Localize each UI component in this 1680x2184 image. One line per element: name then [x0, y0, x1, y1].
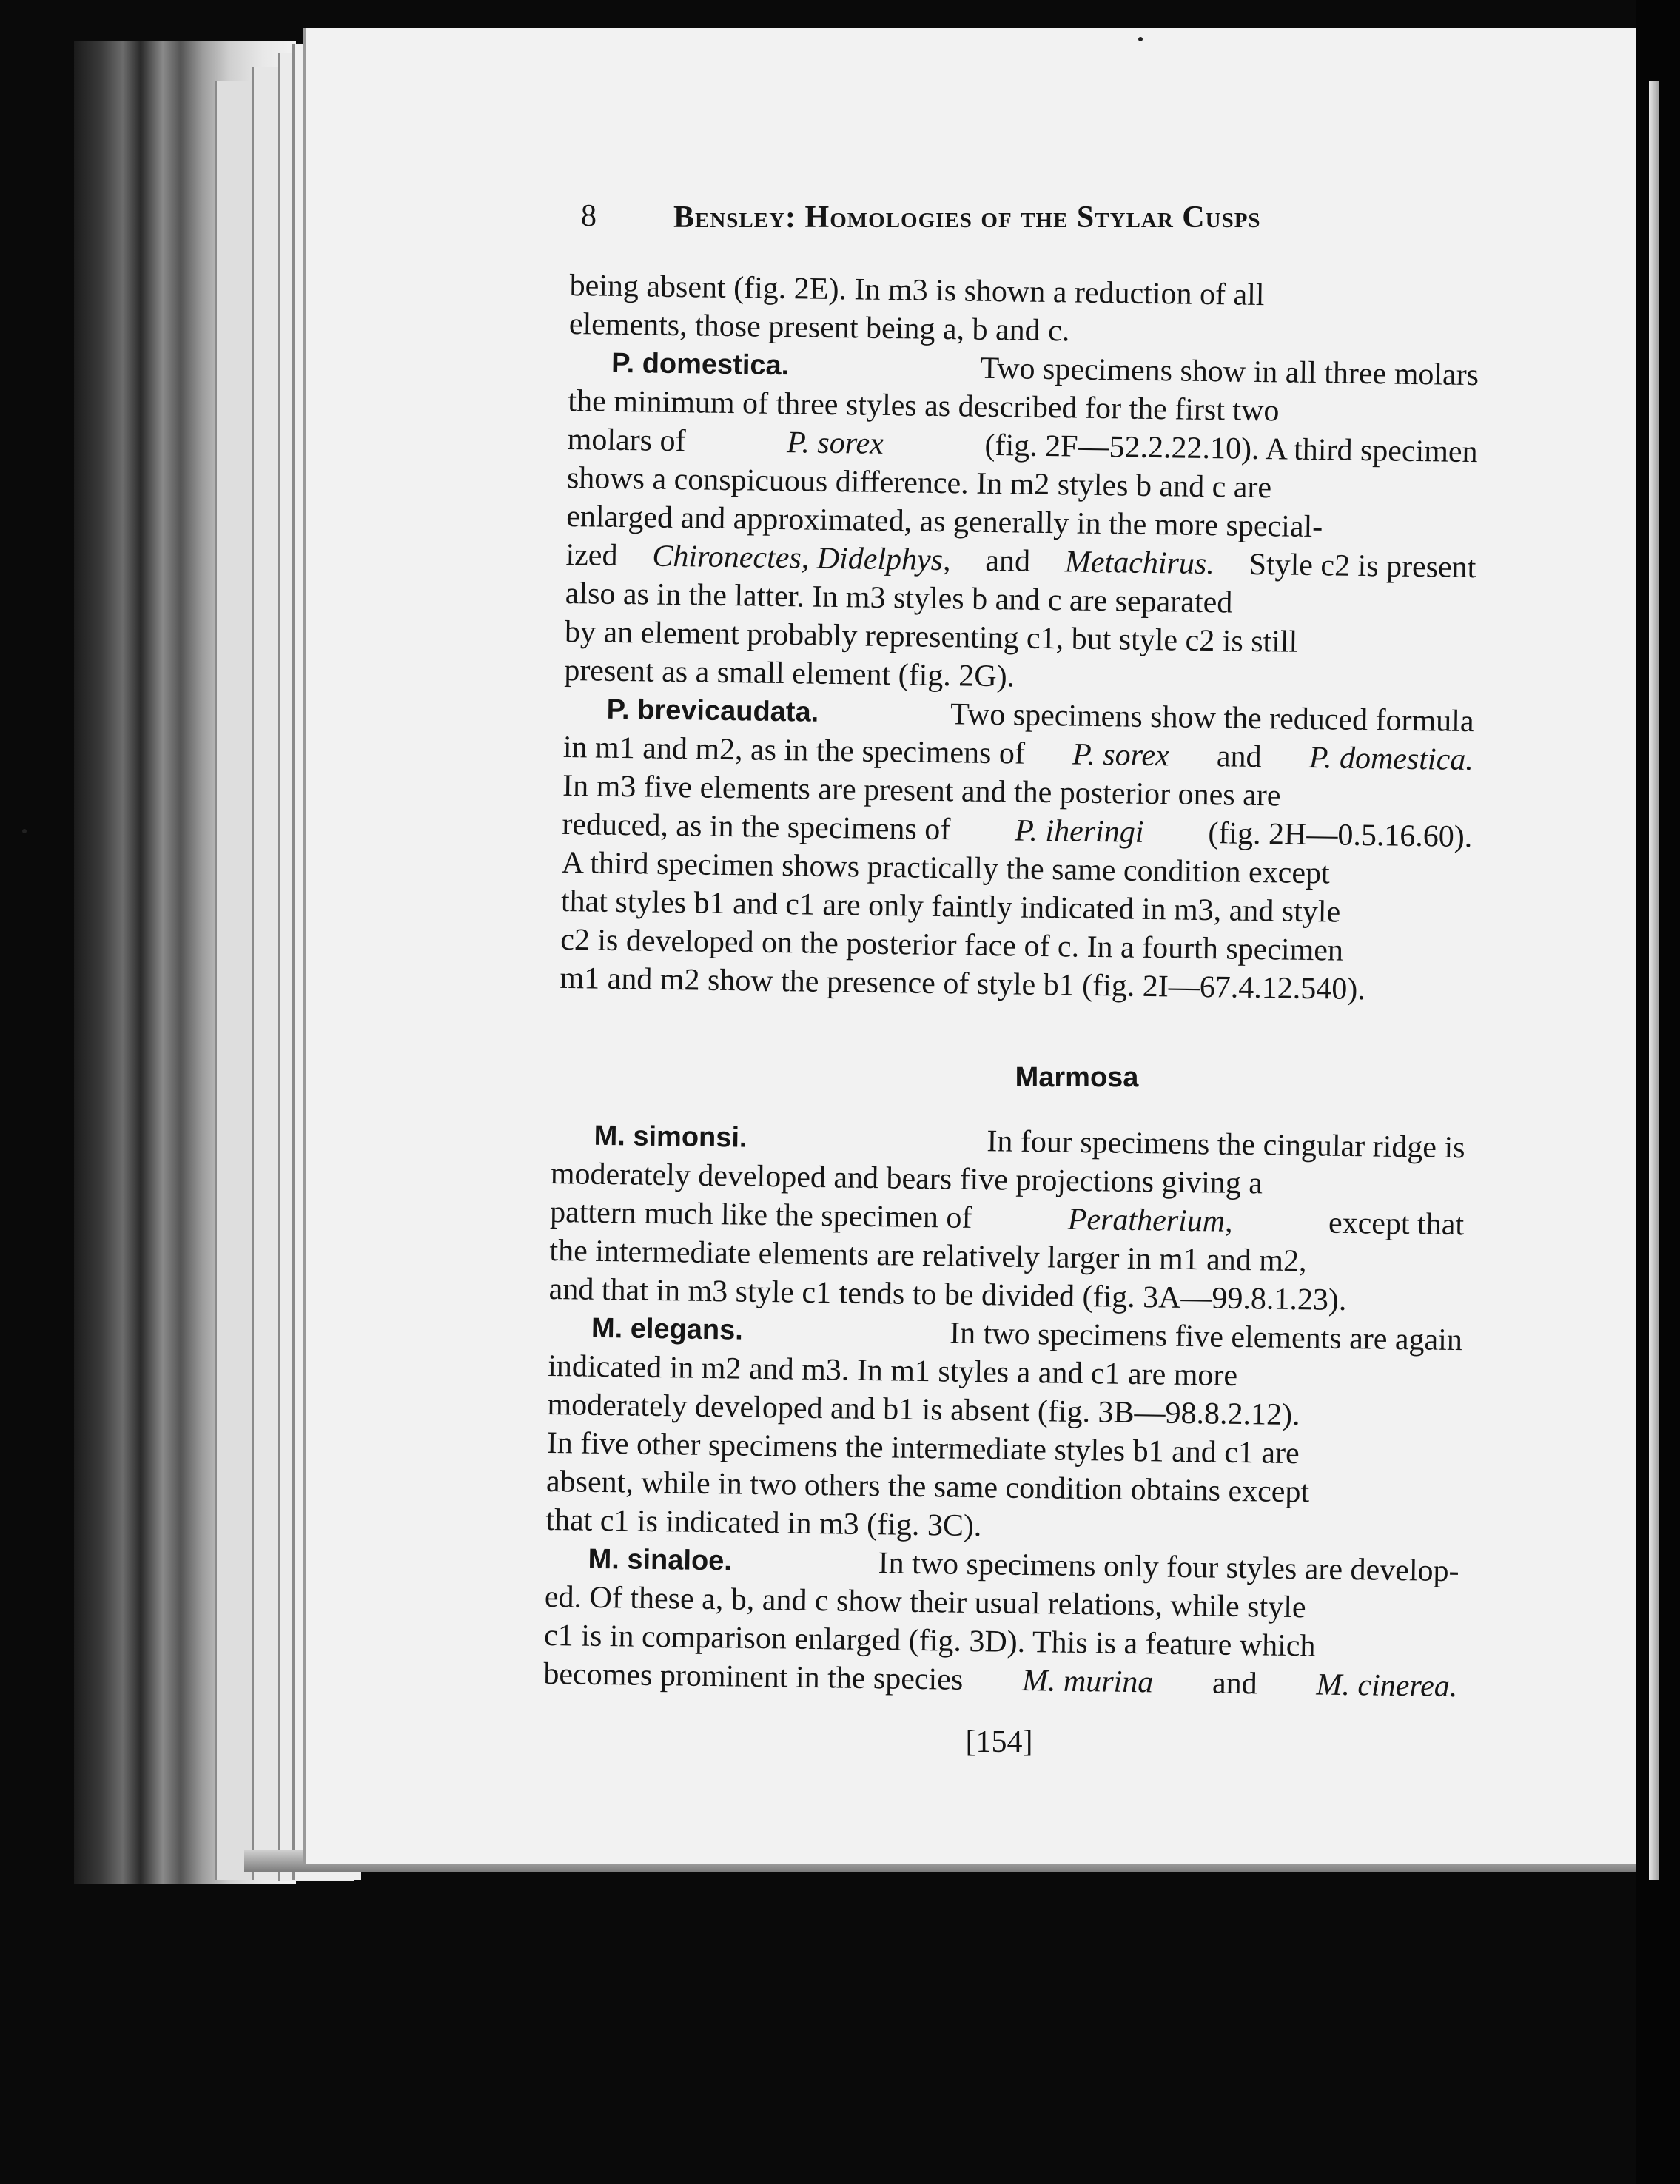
species-name: M. elegans. [591, 1312, 744, 1346]
species-italic: P. domestica. [1308, 741, 1474, 778]
page-edge-right [1649, 81, 1659, 1880]
folio-number: [154] [965, 1725, 1033, 1759]
line-text: by an element probably representing c1, but style c2 is still [564, 614, 1298, 659]
line-text: reduced, as in the specimens of [562, 807, 951, 847]
line-text: and [1212, 1666, 1258, 1701]
species-name: P. brevicaudata. [606, 693, 819, 728]
species-italic: P. sorex [786, 426, 884, 461]
line-text: the minimum of three styles as described for the first two [568, 383, 1280, 429]
species-italic: P. iheringi [1014, 813, 1144, 850]
line-text: In four specimens the cingular ridge is [987, 1124, 1465, 1166]
line-text: also as in the latter. In m3 styles b and c are separated [565, 576, 1233, 620]
scan-speck [22, 829, 27, 833]
line-text: except that [1328, 1206, 1465, 1243]
line-text: Style c2 is present [1249, 547, 1476, 585]
line-text: in m1 and m2, as in the specimens of [562, 730, 1026, 771]
line-text: Two specimens show in all three molars [980, 351, 1479, 393]
line-text: moderately developed and b1 is absent (fig. 3B—98.8.2.12). [547, 1387, 1300, 1433]
line-text: and that in m3 style c1 tends to be divided (fig. 3A—99.8.1.23). [548, 1271, 1347, 1318]
running-title: Bensley: Homologies of the Stylar Cusps [673, 201, 1261, 235]
text-block-upper [560, 266, 1480, 1010]
line-text: and [1216, 739, 1262, 775]
line-text: moderately developed and bears five projections giving a [550, 1156, 1263, 1201]
section-heading: Marmosa [1015, 1062, 1139, 1093]
line-text: c1 is in comparison enlarged (fig. 3D). This is a feature which [543, 1618, 1316, 1664]
text-block-lower [543, 1116, 1465, 1706]
species-name: P. domestica. [611, 347, 790, 382]
genus-italic: Chironectes, Didelphys, [652, 539, 951, 578]
genus-italic: Metachirus. [1064, 545, 1215, 582]
species-name: M. simonsi. [594, 1120, 747, 1154]
line-text: In m3 five elements are present and the posterior ones are [562, 768, 1281, 813]
line-text: ed. Of these a, b, and c show their usual relations, while style [544, 1579, 1306, 1625]
genus-italic: Peratherium, [1067, 1202, 1233, 1239]
line-text: A third specimen shows practically the same condition except [561, 845, 1331, 891]
line-text: becomes prominent in the species [543, 1656, 964, 1697]
line-text: that styles b1 and c1 are only faintly indicated in m3, and style [560, 884, 1341, 930]
line-text: absent, while in two others the same condition obtains except [545, 1464, 1310, 1510]
line-text: molars of [567, 422, 686, 459]
page-header [581, 198, 1380, 250]
species-italic: M. cinerea. [1316, 1667, 1458, 1704]
species-italic: M. murina [1021, 1663, 1154, 1700]
line-text: (fig. 2F—52.2.22.10). A third specimen [984, 428, 1478, 470]
line-text: indicated in m2 and m3. In m1 styles a and c1 are more [547, 1348, 1238, 1393]
line-text: being absent (fig. 2E). In m3 is shown a reduction of all [569, 268, 1265, 313]
species-name: M. sinaloe. [588, 1543, 733, 1577]
line-text: present as a small element (fig. 2G). [564, 653, 1015, 694]
scan-speck [1138, 37, 1143, 41]
line-text: In two specimens five elements are again [949, 1316, 1463, 1358]
line-text: pattern much like the specimen of [549, 1195, 972, 1235]
line-text: that c1 is indicated in m3 (fig. 3C). [545, 1502, 982, 1544]
line-text: enlarged and approximated, as generally in the more special- [565, 499, 1323, 545]
line-text: (fig. 2H—0.5.16.60). [1208, 816, 1473, 855]
line-text: ized [565, 537, 618, 573]
line-text: and [985, 543, 1031, 579]
line-text: In two specimens only four styles are develop- [878, 1546, 1459, 1589]
species-italic: P. sorex [1072, 737, 1170, 773]
line-text: m1 and m2 show the presence of style b1 (fig. 2I—67.4.12.540). [560, 961, 1366, 1007]
line-text: the intermediate elements are relatively larger in m1 and m2, [549, 1233, 1307, 1279]
line-text: Two specimens show the reduced formula [950, 697, 1474, 739]
line-text: c2 is developed on the posterior face of c. In a fourth specimen [560, 922, 1344, 968]
line-text: shows a conspicuous difference. In m2 styles b and c are [566, 460, 1272, 505]
page-number: 8 [581, 199, 597, 233]
line-text: In five other specimens the intermediate styles b1 and c1 are [546, 1425, 1300, 1471]
line-text: elements, those present being a, b and c. [568, 306, 1070, 349]
